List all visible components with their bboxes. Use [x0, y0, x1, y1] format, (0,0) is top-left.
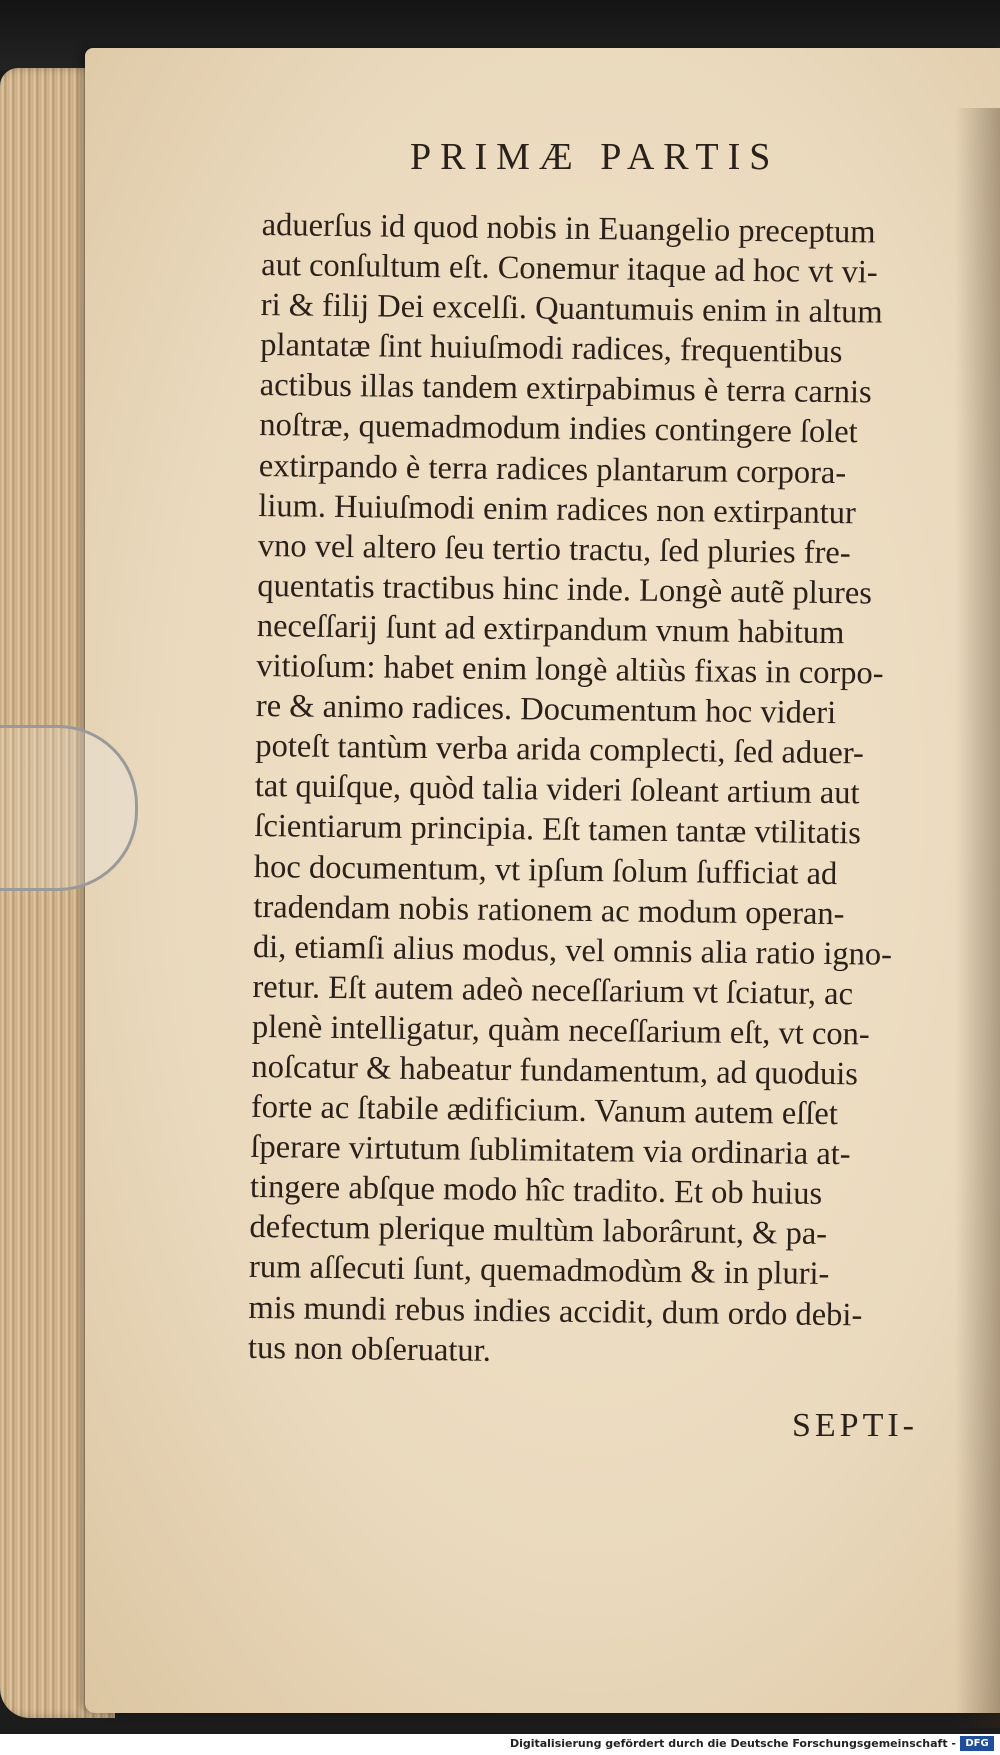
- text-line: aut conſultum eſt. Conemur itaque ad hoc vt vi-: [261, 247, 878, 291]
- digitization-credit: Digitalisierung gefördert durch die Deutsche Forschungsgemeinschaft -: [509, 1737, 956, 1750]
- catchword: SEPTI-: [792, 1407, 918, 1444]
- text-line: ſcientiarum principia. Eſt tamen tantæ vtilitatis: [254, 808, 862, 852]
- text-line: ſperare virtutum ſublimitatem via ordinaria at-: [250, 1129, 851, 1173]
- text-line: hoc documentum, vt ipſum ſolum ſufficiat ad: [253, 848, 838, 892]
- text-line: vitioſum: habet enim longè altiùs fixas in corpo-: [256, 647, 884, 692]
- body-text: [248, 205, 970, 1376]
- text-line: tingere abſque modo hîc tradito. Et ob huius: [249, 1169, 823, 1213]
- text-line: mis mundi rebus indies accidit, dum ordo debi-: [248, 1289, 863, 1333]
- text-line: retur. Eſt autem adeò neceſſarium vt ſciatur, ac: [252, 968, 854, 1013]
- text-line: tus non obſeruatur.: [247, 1329, 492, 1369]
- text-line: plantatæ ſint huiuſmodi radices, frequentibus: [260, 327, 843, 371]
- text-line: noſtræ, quemadmodum indies contingere ſolet: [259, 407, 858, 451]
- text-line: noſcatur & habeatur fundamentum, ad quoduis: [251, 1048, 859, 1093]
- dfg-logo: DFG: [960, 1736, 994, 1751]
- text-line: neceſſarij ſunt ad extirpandum vnum habitum: [256, 607, 845, 652]
- text-line: rum aſſecuti ſunt, quemadmodùm & in pluri-: [248, 1249, 830, 1293]
- text-line: re & animo radices. Documentum hoc videri: [255, 688, 837, 732]
- text-line: vno vel altero ſeu tertio tractu, ſed pluries fre-: [257, 527, 851, 571]
- text-line: forte ac ſtabile ædificium. Vanum autem eſſet: [250, 1088, 839, 1133]
- running-head: PRIMÆ PARTIS: [410, 136, 780, 178]
- text-line: tat quiſque, quòd talia videri ſoleant artium aut: [254, 768, 860, 812]
- text-line: actibus illas tandem extirpabimus è terra carnis: [259, 367, 872, 411]
- text-line: quentatis tractibus hinc inde. Longè autẽ plures: [257, 567, 873, 612]
- text-line: defectum plerique multùm laborârunt, & pa-: [249, 1209, 828, 1253]
- text-line: tradendam nobis rationem ac modum operan-: [253, 888, 845, 932]
- text-line: lium. Huiuſmodi enim radices non extirpantur: [258, 487, 857, 531]
- text-line: ri & filij Dei excelſi. Quantumuis enim in altum: [260, 287, 883, 331]
- text-line: di, etiamſi alius modus, vel omnis alia ratio igno-: [252, 928, 893, 973]
- text-line: poteſt tantùm verba arida complecti, ſed aduer-: [255, 728, 865, 772]
- text-line: plenè intelligatur, quàm neceſſarium eſt, vt con-: [251, 1008, 870, 1053]
- text-line: extirpando è terra radices plantarum corpora-: [258, 447, 847, 491]
- text-line: aduerſus id quod nobis in Euangelio preceptum: [261, 206, 876, 251]
